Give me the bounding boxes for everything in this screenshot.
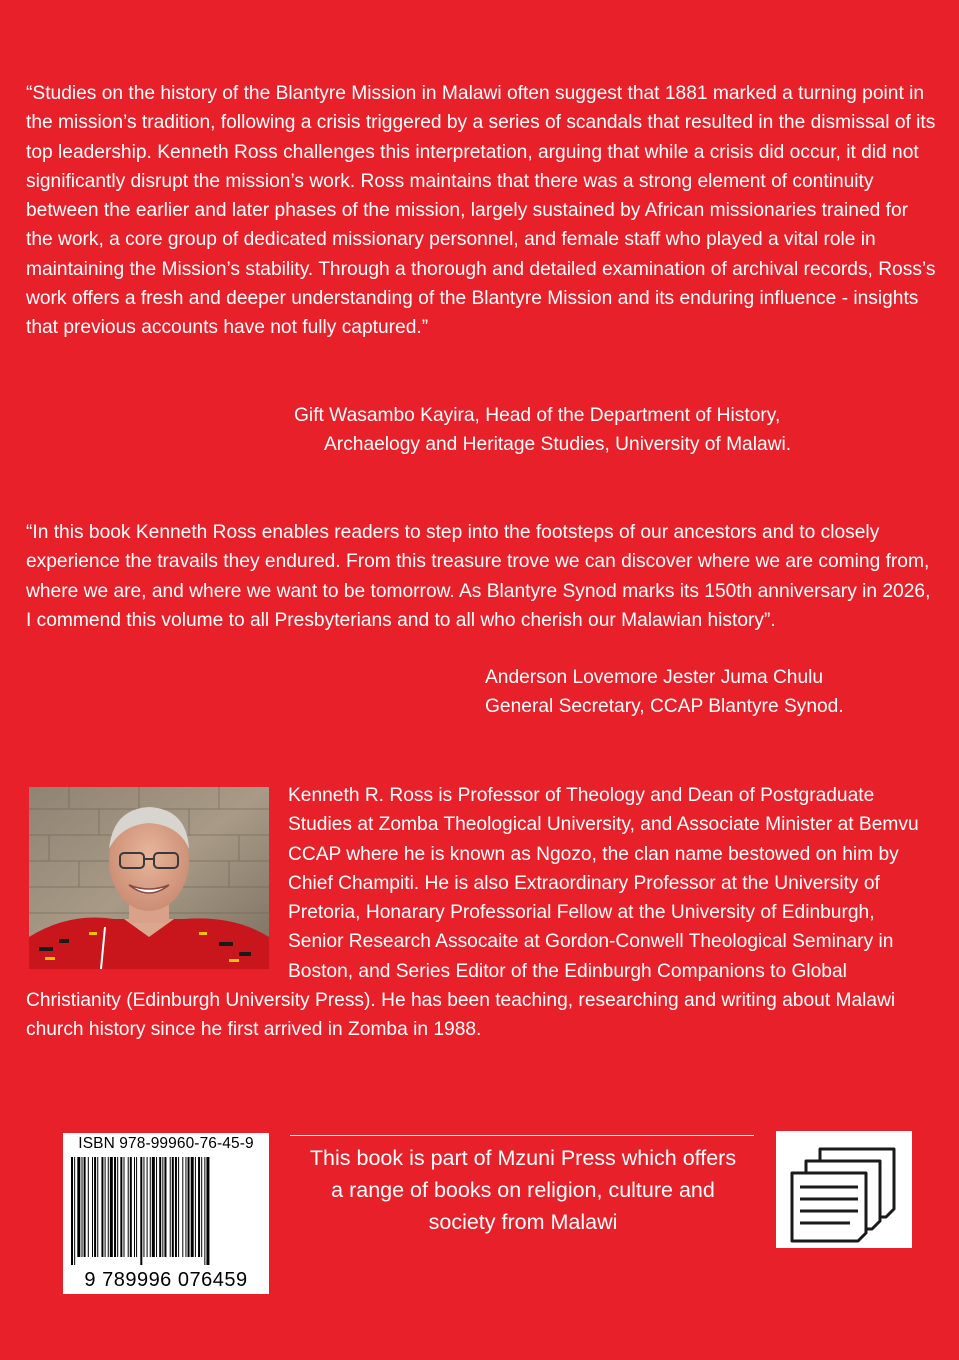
barcode-bar — [201, 1157, 202, 1257]
barcode-bar — [191, 1157, 194, 1257]
barcode-bar — [110, 1157, 113, 1257]
press-blurb — [280, 1142, 766, 1238]
barcode-bar — [97, 1157, 98, 1257]
author-photo — [29, 787, 269, 969]
barcode-bar — [117, 1157, 118, 1257]
isbn-barcode — [63, 1133, 269, 1294]
isbn-label: ISBN 978-99960-76-45-9 — [78, 1135, 254, 1152]
endorsement-quote-1: “Studies on the history of the Blantyre Mission in Malawi often suggest that 1881 marked a turning point in the mission’s tradition, following a crisis triggered by a series of scandals that resulted in the dismissal of its top leadership. Kenneth Ross challenges this interpretation, arguing that while a crisis did occur, it did not significantly disrupt the mission’s work. Ross maintains that there was a strong element of continuity between the earlier and later phases of the mission, largely sustained by African missionaries trained for the work, a core group of dedicated missionary personnel, and female staff who played a vital role in maintaining the Mission’s stability. Through a thorough and detailed examination of archival records, Ross’s work offers a fresh and deeper understanding of the Blantyre Mission and its enduring influence - insights that previous accounts have not fully captured.” — [26, 83, 936, 339]
barcode-bar — [152, 1157, 155, 1257]
barcode-bar — [136, 1157, 137, 1257]
barcode-bar — [182, 1157, 183, 1257]
endorsement-1-attribution-name: Gift Wasambo Kayira, Head of the Department of History, — [294, 405, 781, 426]
barcode-bar — [120, 1157, 122, 1257]
barcode-bar — [105, 1157, 106, 1257]
barcode-bar — [172, 1157, 174, 1257]
barcode-bar — [134, 1157, 135, 1257]
barcode-bar — [178, 1157, 179, 1257]
author-bio-text: Kenneth R. Ross is Professor of Theology and Dean of Postgraduate Studies at Zomba Theological University, and Associate Minister at Bemvu CCAP where he is known as Ngozo, the clan name bestowed on him by Chief Champiti. He is also Extraordinary Professor at the University of Pretoria, Honarary Professorial Fellow at the University of Edinburgh, Senior Research Assocaite at Gordon-Conwell Theological Seminary in Boston, and Series Editor of the Edinburgh Companions to Global Christianity (Edinburgh University Press). He has been teaching, researching and writing about Malawi church history since he first arrived in Zomba in 1988. — [26, 785, 919, 1041]
barcode-bars — [71, 1157, 261, 1265]
barcode-bar — [170, 1157, 171, 1257]
barcode-bar — [71, 1157, 73, 1265]
barcode-bar — [156, 1157, 157, 1257]
barcode-bar — [185, 1157, 186, 1257]
barcode-bar — [74, 1157, 75, 1265]
endorsement-quote-2: “In this book Kenneth Ross enables readers to step into the footsteps of our ancestors and to closely experience the travails they endured. From this treasure trove we can discover where we are coming from, where we are, and where we want to be tomorrow. As Blantyre Synod marks its 150th anniversary in 2026, I commend this volume to all Presbyterians and to all who cherish our Malawian history”. — [26, 522, 931, 631]
endorsement-2-attribution-name: Anderson Lovemore Jester Juma Chulu — [485, 667, 824, 688]
author-portrait-image — [29, 787, 269, 969]
press-blurb-line-3: society from Malawi — [428, 1210, 618, 1234]
barcode-bar — [147, 1157, 148, 1257]
barcode-bar — [159, 1157, 161, 1257]
barcode-bar — [162, 1157, 163, 1257]
barcode-bar — [108, 1157, 109, 1257]
barcode-bar — [204, 1157, 205, 1265]
barcode-bar — [188, 1157, 190, 1257]
barcode-bar — [143, 1157, 144, 1257]
press-divider-line — [290, 1135, 754, 1136]
barcode-bar — [82, 1157, 83, 1257]
press-blurb-line-2: a range of books on religion, culture and — [331, 1178, 715, 1202]
mzuni-press-logo — [776, 1131, 912, 1248]
barcode-bar — [140, 1157, 142, 1265]
barcode-bar — [198, 1157, 200, 1257]
barcode-bar — [114, 1157, 116, 1257]
barcode-bar — [124, 1157, 125, 1257]
barcode-bar — [130, 1157, 132, 1257]
stacked-pages-logo-icon — [776, 1131, 912, 1248]
barcode-bar — [128, 1157, 129, 1257]
endorsement-1-attribution-title: Archaelogy and Heritage Studies, University of Malawi. — [324, 434, 792, 455]
barcode-bar — [77, 1157, 80, 1257]
barcode-bar — [84, 1157, 86, 1257]
barcode-bar — [92, 1157, 93, 1257]
barcode-bar — [88, 1157, 89, 1257]
press-blurb-line-1: This book is part of Mzuni Press which offers — [309, 1146, 737, 1170]
barcode-bar — [206, 1157, 209, 1265]
barcode-bar — [175, 1157, 177, 1257]
barcode-bar — [101, 1157, 103, 1257]
barcode-bar — [164, 1157, 166, 1257]
endorsement-2-attribution-title: General Secretary, CCAP Blantyre Synod. — [485, 696, 844, 717]
barcode-bar — [195, 1157, 196, 1257]
barcode-digits: 9 789996 076459 — [84, 1269, 248, 1291]
barcode-bar — [94, 1157, 96, 1257]
barcode-bar — [150, 1157, 151, 1257]
